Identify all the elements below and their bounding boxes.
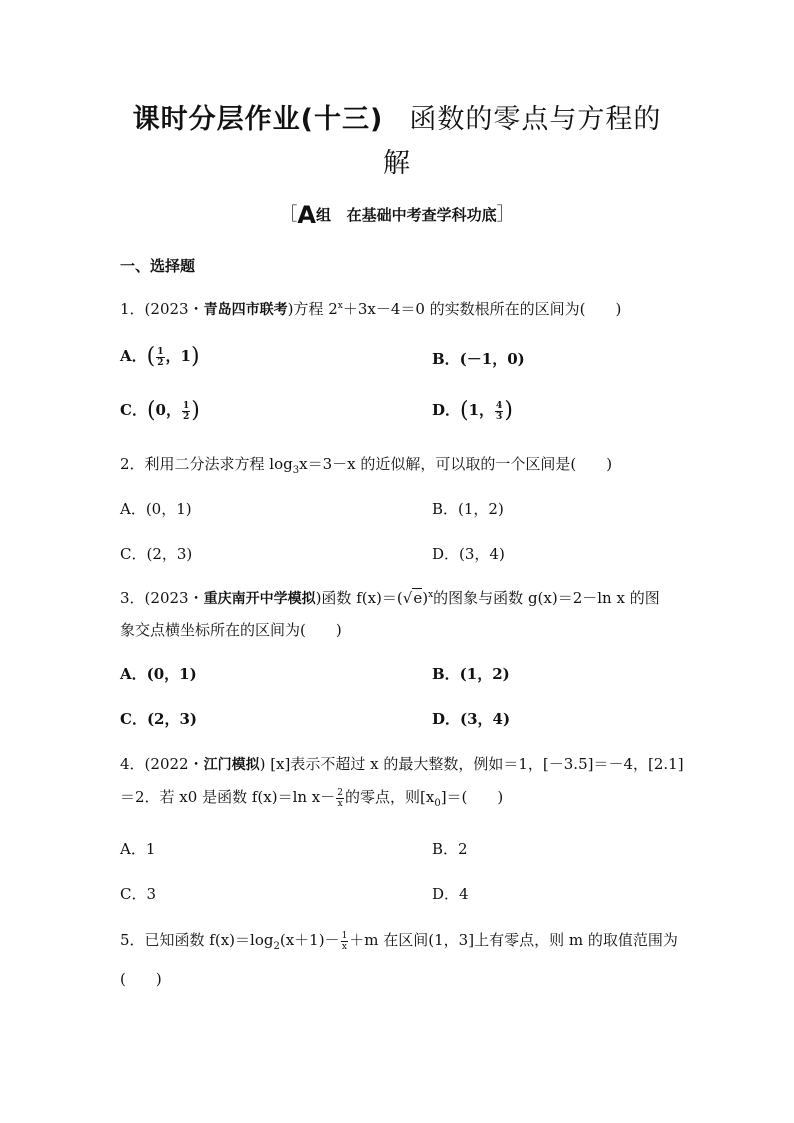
question-2: 2．利用二分法求方程 $\log_3x=3-x$ 的近似解，可以取的一个区间是( ): [120, 455, 613, 476]
q1-option-d[interactable]: D．(1， $\frac{4}{3}$ ): [432, 398, 513, 423]
group-header: ［A组 在基础中考查学科功底］: [279, 201, 515, 229]
page-title: [110, 98, 684, 186]
question-4: 4．(2022・江门模拟) [x]表示不超过 x 的最大整数，例如＝1，[－3.5]＝－4，[2.1]: [120, 755, 684, 773]
question-5: 5．已知函数 $f(x)=\log_2(x+1)-$ $\frac{1}{x}$ ＋m 在区间(1，3]上有零点，则 m 的取值范围为: [120, 930, 678, 952]
q2-option-b[interactable]: B．(1，2): [432, 500, 504, 518]
group-subtitle: 在基础中考查学科功底: [346, 206, 497, 224]
q3-option-b[interactable]: B．(1，2): [432, 665, 510, 683]
question-1: 1．(2023・青岛四市联考)方程 $2^x+3x-4=0$ 的实数根所在的区间为( ): [120, 300, 622, 318]
section-heading: 一、选择题: [120, 257, 196, 275]
q2-option-a[interactable]: A．(0，1): [120, 500, 192, 518]
group-badge: A: [297, 201, 316, 229]
q4-option-d[interactable]: D．4: [432, 885, 469, 903]
question-5-line2: ( ): [120, 970, 162, 988]
q4-option-b[interactable]: B．2: [432, 840, 468, 858]
question-3: 3．(2023・重庆南开中学模拟)函数 $f(x)=(√e)^x$的图象与函数 g(x)＝2－ln x 的图: [120, 589, 660, 607]
q2-option-c[interactable]: C．(2，3): [120, 545, 193, 563]
q4-option-a[interactable]: A．1: [120, 840, 156, 858]
q3-option-a[interactable]: A．(0，1): [120, 665, 197, 683]
title-part-3: 解: [383, 148, 411, 179]
q1-option-a[interactable]: A．( $\frac{1}{2}$ ，1): [120, 344, 200, 369]
question-4-line2: ＝2．若 x0 是函数 f(x)＝ln x－ $\frac{2}{x}$ 的零点，则$[x_0]=$( ): [120, 787, 504, 809]
group-label: 组: [315, 206, 331, 224]
title-part-2: 函数的零点与方程的: [409, 104, 662, 135]
q1-option-c[interactable]: C．(0， $\frac{1}{2}$ ): [120, 398, 200, 423]
title-part-1: 课时分层作业(十三): [132, 104, 384, 135]
q3-option-c[interactable]: C．(2，3): [120, 710, 198, 728]
q2-option-d[interactable]: D．(3，4): [432, 545, 505, 563]
question-3-line2: 象交点横坐标所在的区间为( ): [120, 621, 342, 639]
q4-option-c[interactable]: C．3: [120, 885, 157, 903]
q1-option-b[interactable]: B．(－1，0): [432, 350, 525, 368]
q3-option-d[interactable]: D．(3，4): [432, 710, 511, 728]
